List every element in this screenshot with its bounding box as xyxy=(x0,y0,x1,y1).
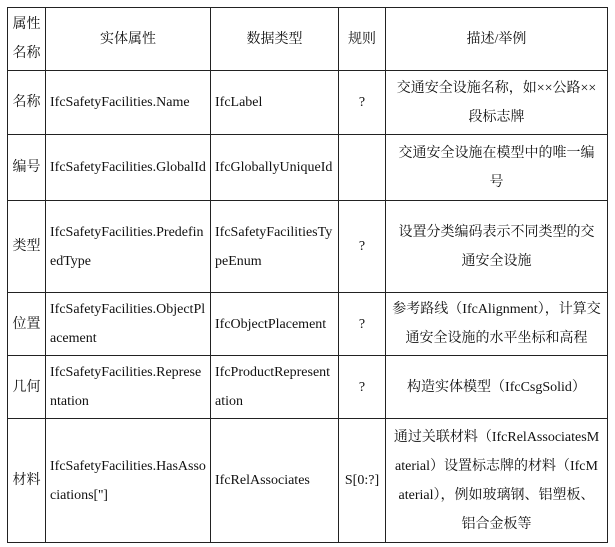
header-description: 描述/举例 xyxy=(386,8,608,71)
cell-description: 设置分类编码表示不同类型的交通安全设施 xyxy=(386,201,608,293)
cell-entity-attribute: IfcSafetyFacilities.GlobalId xyxy=(46,135,211,201)
cell-data-type: IfcLabel xyxy=(211,71,339,135)
table-header-row xyxy=(8,8,608,71)
cell-data-type: IfcProductRepresentation xyxy=(211,356,339,419)
cell-data-type: IfcGloballyUniqueId xyxy=(211,135,339,201)
cell-description: 构造实体模型（IfcCsgSolid） xyxy=(386,356,608,419)
cell-name: 几何 xyxy=(8,356,46,419)
table-row xyxy=(8,135,608,201)
cell-data-type: IfcObjectPlacement xyxy=(211,293,339,356)
cell-name: 类型 xyxy=(8,201,46,293)
cell-rule: S[0:?] xyxy=(339,419,386,543)
cell-rule: ? xyxy=(339,356,386,419)
cell-data-type: IfcRelAssociates xyxy=(211,419,339,543)
attribute-table-container xyxy=(7,7,608,543)
cell-description: 交通安全设施名称，如××公路××段标志牌 xyxy=(386,71,608,135)
cell-rule: ? xyxy=(339,71,386,135)
cell-rule xyxy=(339,135,386,201)
table-row xyxy=(8,356,608,419)
cell-entity-attribute: IfcSafetyFacilities.Name xyxy=(46,71,211,135)
header-data-type: 数据类型 xyxy=(211,8,339,71)
table-row xyxy=(8,293,608,356)
cell-name: 编号 xyxy=(8,135,46,201)
cell-name: 名称 xyxy=(8,71,46,135)
table-row xyxy=(8,71,608,135)
table-row xyxy=(8,419,608,543)
cell-name: 材料 xyxy=(8,419,46,543)
cell-rule: ? xyxy=(339,293,386,356)
cell-rule: ? xyxy=(339,201,386,293)
header-attribute-name: 属性名称 xyxy=(8,8,46,71)
header-entity-attribute: 实体属性 xyxy=(46,8,211,71)
cell-name: 位置 xyxy=(8,293,46,356)
cell-description: 通过关联材料（IfcRelAssociatesMaterial）设置标志牌的材料（IfcMaterial），例如玻璃钢、铝塑板、铝合金板等 xyxy=(386,419,608,543)
cell-entity-attribute: IfcSafetyFacilities.HasAssociations[''] xyxy=(46,419,211,543)
cell-description: 参考路线（IfcAlignment），计算交通安全设施的水平坐标和高程 xyxy=(386,293,608,356)
attribute-table xyxy=(7,7,608,543)
cell-entity-attribute: IfcSafetyFacilities.Representation xyxy=(46,356,211,419)
table-row xyxy=(8,201,608,293)
cell-entity-attribute: IfcSafetyFacilities.PredefinedType xyxy=(46,201,211,293)
cell-description: 交通安全设施在模型中的唯一编号 xyxy=(386,135,608,201)
cell-entity-attribute: IfcSafetyFacilities.ObjectPlacement xyxy=(46,293,211,356)
header-rule: 规则 xyxy=(339,8,386,71)
cell-data-type: IfcSafetyFacilitiesTypeEnum xyxy=(211,201,339,293)
